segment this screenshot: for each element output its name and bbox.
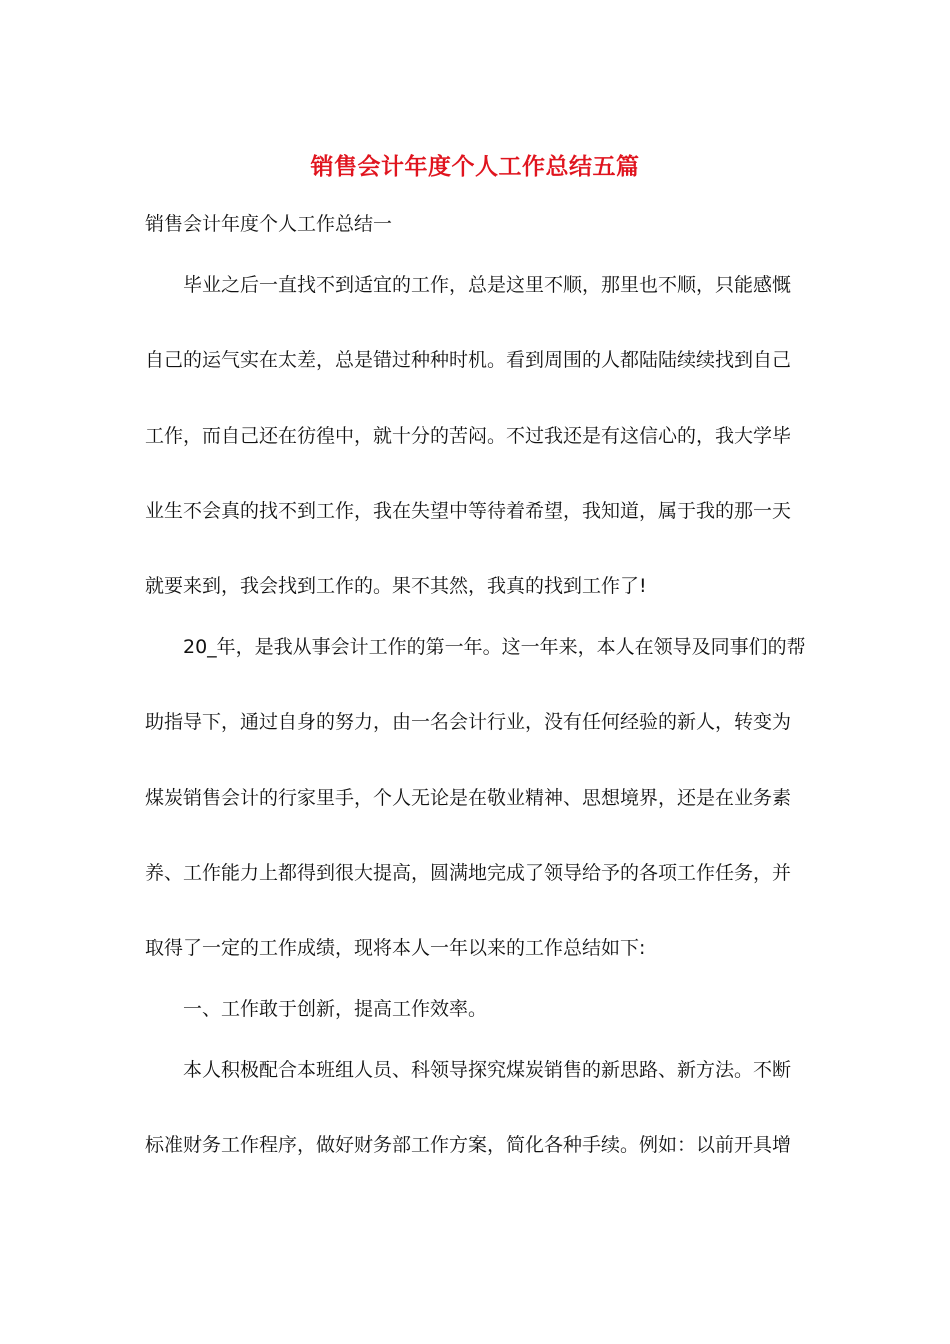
paragraph-line: 标准财务工作程序，做好财务部工作方案，简化各种手续。例如：以前开具增	[145, 1134, 792, 1156]
document-title: 销售会计年度个人工作总结五篇	[310, 154, 640, 180]
paragraph-line: 就要来到，我会找到工作的。果不其然，我真的找到工作了!	[145, 575, 647, 597]
paragraph-line: 20_年，是我从事会计工作的第一年。这一年来，本人在领导及同事们的帮	[183, 636, 806, 658]
paragraph-line: 毕业之后一直找不到适宜的工作，总是这里不顺，那里也不顺，只能感慨	[183, 274, 792, 296]
paragraph-line: 工作，而自己还在彷徨中，就十分的苦闷。不过我还是有这信心的，我大学毕	[145, 425, 792, 447]
paragraph-line: 本人积极配合本班组人员、科领导探究煤炭销售的新思路、新方法。不断	[183, 1059, 792, 1081]
paragraph-line: 自己的运气实在太差，总是错过种种时机。看到周围的人都陆陆续续找到自己	[145, 349, 792, 371]
paragraph-line: 煤炭销售会计的行家里手，个人无论是在敬业精神、思想境界，还是在业务素	[145, 787, 792, 809]
section-heading: 销售会计年度个人工作总结一	[145, 213, 393, 235]
paragraph-line: 取得了一定的工作成绩，现将本人一年以来的工作总结如下:	[145, 937, 646, 959]
paragraph-line: 养、工作能力上都得到很大提高，圆满地完成了领导给予的各项工作任务，并	[145, 862, 792, 884]
paragraph-line: 业生不会真的找不到工作，我在失望中等待着希望，我知道，属于我的那一天	[145, 500, 792, 522]
paragraph-line: 助指导下，通过自身的努力，由一名会计行业，没有任何经验的新人，转变为	[145, 711, 792, 733]
subsection-heading: 一、工作敢于创新，提高工作效率。	[183, 998, 488, 1020]
